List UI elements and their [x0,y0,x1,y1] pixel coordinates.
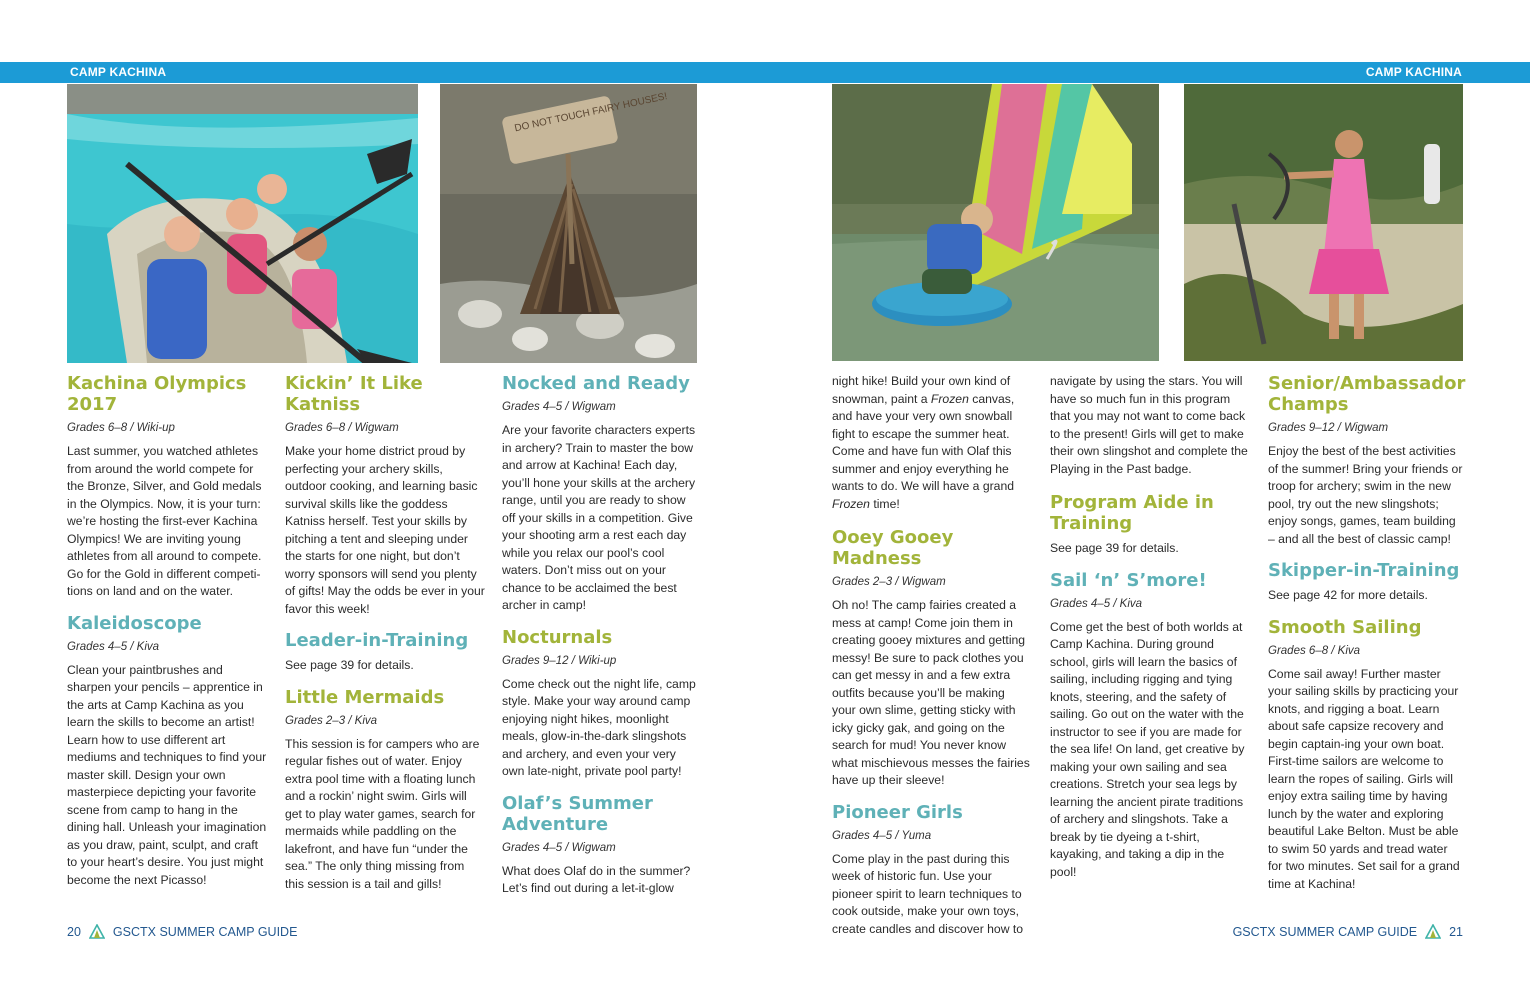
header-banner [0,62,1530,83]
session-description: See page 42 for more details. [1268,588,1428,602]
session-title: Kachina Olympics 2017 [67,373,247,415]
session-description: Clean your paintbrushes and sharpen your pencils – apprentice in the arts at Camp Kachina as you learn the skills to become an artist! Learn how to use different art mediums and techniques to find your master skill. Design your own masterpiece depicting your favorite scene from camp to hang in the dining hall. Unleash your imagination as you draw, paint, sculpt, and craft to your heart’s desire. You just might become the next Picasso! [67,662,267,887]
session-grades: Grades 2–3 / Kiva [285,714,378,727]
session-title: Little Mermaids [285,686,445,708]
session-description: See page 39 for details. [285,658,414,672]
page-number: 21 [1449,924,1463,939]
session-title: Kaleidoscope [67,612,202,634]
session-grades: Grades 4–5 / Yuma [832,829,932,842]
session-skipper-in-training [1268,560,1464,605]
session-grades: Grades 9–12 / Wiki-up [502,654,617,667]
session-leader-in-training [285,630,485,675]
footer-title: GSCTX SUMMER CAMP GUIDE [112,924,298,939]
fairy-house-photo [440,84,697,363]
session-title: Sail ‘n’ S’more! [1050,569,1207,591]
session-title: Leader-in-Training [285,630,469,651]
tent-icon [89,924,105,939]
session-little-mermaids [285,687,485,894]
session-title: Pioneer Girls [832,801,963,823]
left-header-label: CAMP KACHINA [70,65,167,79]
session-grades: Grades 9–12 / Wigwam [1268,422,1389,434]
canoe-photo [67,84,418,363]
right-column-2 [1050,373,1248,893]
left-column-1 [67,373,267,901]
session-title: Nocturnals [502,626,613,648]
session-description: Last summer, you watched athletes from around the world compete for the Bronze, Silver, and Gold medals in the Olympics. Now, it is your turn: we’re hosting the first-ever Kachina Olympics! We are inviting young athletes from all around to compete. Go for the Gold in different competi-tions on land and on the water. [67,444,262,598]
right-column-1 [832,373,1030,950]
session-grades: Grades 6–8 / Wigwam [285,422,399,434]
sailing-photo [832,84,1159,361]
session-title: Senior/Ambassador Champs [1268,373,1466,415]
session-kaleidoscope [67,613,267,890]
page-number: 20 [67,924,81,939]
session-description: This session is for campers who are regular fishes out of water. Enjoy extra pool time with a floating lunch and a rockin’ night swim. Girls will get to play water games, search for mermaids while paddling on the lakefront, and have fun “under the sea.” The only thing missing from this session is a tail and gills! [285,736,480,891]
session-title: Ooey Gooey Madness [832,527,954,569]
session-description: Enjoy the best of the best activities of the summer! Bring your friends or troop for archery; swim in the new pool, try out the new slingshots; enjoy songs, games, team building – and all the best of classic camp! [1268,444,1463,546]
session-olafs-summer-adventure [502,793,698,898]
session-description: Oh no! The camp fairies created a mess at camp! Come join them in creating gooey mixtures and getting messy! Be sure to pack clothes you can get messy in and a few extra outfits because you’ll be making your own slime, getting sticky with icky gicky gak, and going on the search for mud! You never know what mischievous messes the fairies have up their sleeve! [832,598,1030,787]
session-grades: Grades 2–3 / Wigwam [832,576,946,588]
session-description: Come check out the night life, camp style. Make your way around camp enjoying night hikes, moonlight meals, glow-in-the-dark slingshots and archery, and even your very own late-night, private pool party! [502,676,696,778]
session-description: Come get the best of both worlds at Camp Kachina. During ground school, girls will learn the basics of sailing, including rigging and tying knots, steering, and the safety of sailing. Go out on the water with the instructor to see if you are made for the sea life! On land, get creative by making your own sailing and sea creations. Stretch your sea legs by learning the ancient pirate traditions of archery and slingshots. Take a break by tie dyeing a t-shirt, kayaking, and taking a dip in the pool! [1050,619,1245,879]
session-title: Smooth Sailing [1268,616,1422,638]
session-description: What does Olaf do in the summer? Let’s find out during a let-it-glow [502,863,691,895]
session-grades: Grades 4–5 / Wigwam [502,841,616,854]
session-senior-ambassador-champs [1268,373,1464,548]
session-grades: Grades 4–5 / Kiva [1050,597,1143,610]
archery-photo [1184,84,1463,361]
pioneer-continuation-text: navigate by using the stars. You will have so much fun in this program that you may not want to come back to the present! Girls will get to make their own slingshot and complete the Playing in the Past badge. [1050,374,1248,476]
session-description: Come play in the past during this week of historic fun. Use your pioneer spirit to learn techniques to cook outside, make your own toys, create candles and discover how to [832,851,1024,936]
right-footer [1233,924,1463,939]
session-program-aide-in-training [1050,492,1248,558]
session-kachina-olympics [67,373,267,601]
session-description: Come sail away! Further master your sailing skills by practicing your knots, and rigging a boat. Learn about safe capsize recovery and begin captain-ing your own boat. First-time sailors are welcome to learn the ropes of sailing. Girls will enjoy extra sailing time by having lunch by the water and exploring beautiful Lake Belton. Must be able to swim 50 yards and tread water for two minutes. Set sail for a grand time at Kachina! [1268,666,1460,891]
left-footer [67,924,297,939]
session-nocked-and-ready [502,373,698,615]
footer-title: GSCTX SUMMER CAMP GUIDE [1232,924,1418,939]
left-column-2 [285,373,485,905]
session-title: Olaf’s Summer Adventure [502,792,653,835]
session-smooth-sailing [1268,617,1464,894]
session-title: Program Aide in Training [1050,492,1214,534]
session-kickin-it-like-katniss [285,373,485,618]
left-column-3 [502,373,698,910]
session-ooey-gooey-madness [832,527,1030,790]
session-description: Make your home district proud by perfecting your archery skills, outdoor cooking, and learning basic survival skills like the goddess Katniss herself. Test your skills by pitching a tent and sleeping under the starts for one night, but don’t worry sponsors will send you plenty of gifts! May the odds be ever in your favor this week! [285,444,485,616]
olaf-continuation-text: night hike! Build your own kind of snowman, paint a Frozen canvas, and have your very own snowball fight to escape the summer heat. Come and have fun with Olaf this summer and enjoy everything he wants to do. We will have a grand Frozen time! [832,374,1015,511]
session-pioneer-girls [832,802,1030,939]
session-title: Skipper-in-Training [1268,560,1460,581]
session-description: Are your favorite characters experts in archery? Train to master the bow and arrow at Kachina! Each day, you’ll hone your skills at the archery range, until you are ready to show off your skills in a competition. Give your shooting arm a rest each day while you relax our pool’s cool waters. Don’t miss out on your chance to be acclaimed the best archer in camp! [502,423,696,612]
session-grades: Grades 4–5 / Wigwam [502,401,616,413]
right-column-3 [1268,373,1464,905]
session-description: See page 39 for details. [1050,541,1179,555]
session-title: Kickin’ It Like Katniss [285,373,423,415]
session-grades: Grades 6–8 / Kiva [1268,644,1361,657]
session-grades: Grades 6–8 / Wiki-up [67,422,175,434]
session-title: Nocked and Ready [502,373,690,394]
session-sail-n-smore [1050,570,1248,882]
session-grades: Grades 4–5 / Kiva [67,640,160,653]
session-nocturnals [502,627,698,781]
tent-icon [1425,924,1441,939]
right-header-label: CAMP KACHINA [1365,65,1462,79]
fairy-sign-text: DO NOT TOUCH FAIRY HOUSES! [513,91,669,135]
